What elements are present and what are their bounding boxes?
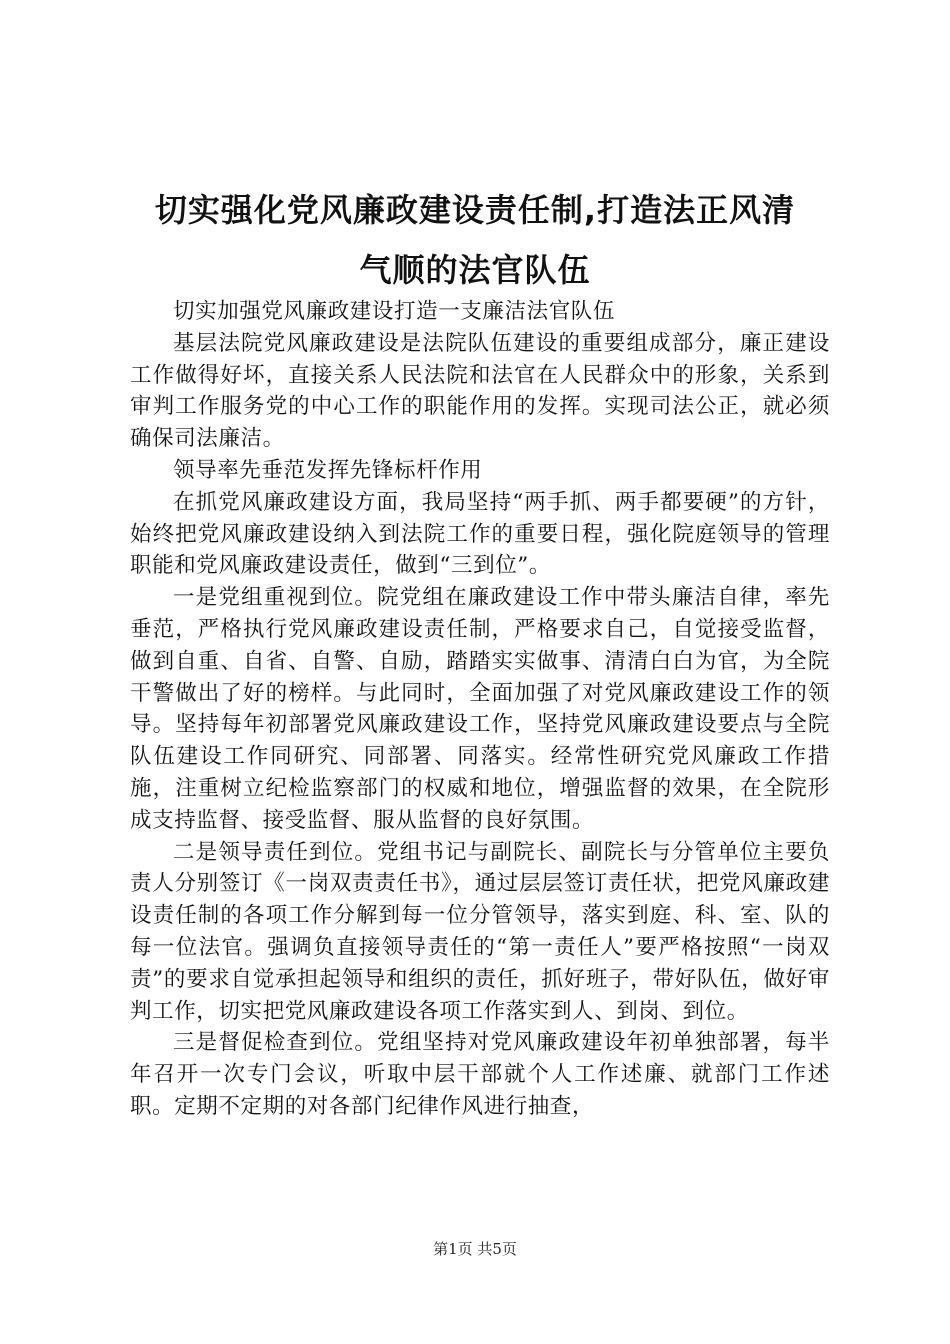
paragraph: 二是领导责任到位。党组书记与副院长、副院长与分管单位主要负责人分别签订《一岗双责责任书》，通过层层签订责任状，把党风廉政建设责任制的各项工作分解到每一位分管领导，落实到庭、科、室、队的每一位法官。强调负直接领导责任的“第一责任人”要严格按照“一岗双责”的要求自觉承担起领导和组织的责任，抓好班子，带好队伍，做好审判工作，切实把党风廉政建设各项工作落实到人、到岗、到位。 bbox=[130, 839, 830, 1024]
paragraph-section-heading: 领导率先垂范发挥先锋标杆作用 bbox=[173, 457, 483, 483]
document-body bbox=[130, 296, 830, 1123]
title-line-1: 切实强化党风廉政建设责任制,打造法正风清 bbox=[154, 191, 796, 229]
title-line-2: 气顺的法官队伍 bbox=[359, 251, 591, 289]
document-title bbox=[120, 180, 830, 300]
paragraph: 三是督促检查到位。党组坚持对党风廉政建设年初单独部署，每半年召开一次专门会议，听取中层干部就个人工作述廉、就部门工作述职。定期不定期的对各部门纪律作风进行抽查， bbox=[130, 1030, 830, 1119]
paragraph: 在抓党风廉政建设方面，我局坚持“两手抓、两手都要硬”的方针，始终把党风廉政建设纳入到法院工作的重要日程，强化院庭领导的管理职能和党风廉政建设责任，做到“三到位”。 bbox=[130, 489, 830, 579]
paragraph-subtitle: 切实加强党风廉政建设打造一支廉洁法官队伍 bbox=[173, 299, 616, 324]
paragraph: 一是党组重视到位。院党组在廉政建设工作中带头廉洁自律，率先垂范，严格执行党风廉政建设责任制，严格要求自己，自觉接受监督，做到自重、自省、自警、自励，踏踏实实做事、清清白白为官，为全院干警做出了好的榜样。与此同时，全面加强了对党风廉政建设工作的领导。坚持每年初部署党风廉政建设工作，坚持党风廉政建设要点与全院队伍建设工作同研究、同部署、同落实。经常性研究党风廉政工作措施，注重树立纪检监察部门的权威和地位，增强监督的效果，在全院形成支持监督、接受监督、服从监督的良好氛围。 bbox=[130, 585, 830, 833]
page-footer: 第1页 共5页 bbox=[433, 1240, 517, 1258]
paragraph: 基层法院党风廉政建设是法院队伍建设的重要组成部分，廉正建设工作做得好坏，直接关系人民法院和法官在人民群众中的形象，关系到审判工作服务党的中心工作的职能作用的发挥。实现司法公正，就必须确保司法廉洁。 bbox=[130, 330, 830, 452]
